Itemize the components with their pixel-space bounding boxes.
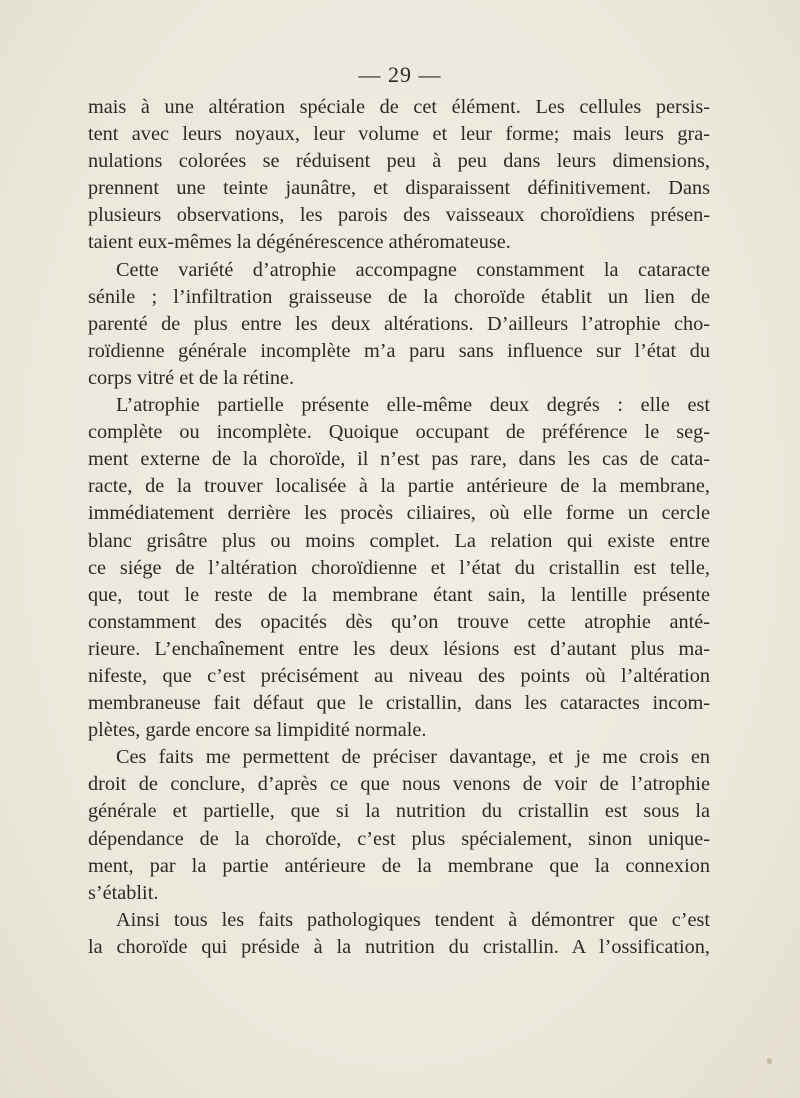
paragraph-1 [88,94,710,257]
text-line: s’établit. [88,881,159,904]
text-line: la choroïde qui préside à la nutrition du cristallin. A l’ossification, [88,935,710,958]
paper-speck [767,1058,772,1064]
text-line: dépendance de la choroïde, c’est plus spécialement, sinon unique- [88,827,710,850]
text-line: nulations colorées se réduisent peu à peu dans leurs dimensions, [88,150,710,173]
text-line: mais à une altération spéciale de cet élément. Les cellules persis- [88,96,710,118]
text-line: constamment des opacités dès qu’on trouve cette atrophie anté- [88,610,710,633]
paragraph-3 [88,392,710,744]
text-line: sénile ; l’infiltration graisseuse de la choroïde établit un lien de [88,285,710,308]
text-line: ment externe de la choroïde, il n’est pas rare, dans les cas de cata- [88,448,710,471]
text-line: blanc grisâtre plus ou moins complet. La relation qui existe entre [88,529,710,552]
body-text [88,94,710,961]
paragraph-5 [88,907,710,961]
text-line: racte, de la trouver localisée à la partie antérieure de la membrane, [88,475,710,498]
paragraph-2 [88,257,710,392]
text-line: Cette variété d’atrophie accompagne constamment la cataracte [116,258,710,281]
text-line: L’atrophie partielle présente elle-même deux degrés : elle est [116,394,710,417]
text-line: membraneuse fait défaut que le cristallin, dans les cataractes incom- [88,692,710,715]
text-line: droit de conclure, d’après ce que nous venons de voir de l’atrophie [88,773,710,796]
text-line: plètes, garde encore sa limpidité normale. [88,719,427,742]
text-line: générale et partielle, que si la nutrition du cristallin est sous la [88,800,710,823]
text-line: taient eux-mêmes la dégénérescence athéromateuse. [88,231,511,254]
text-line: que, tout le reste de la membrane étant sain, la lentille présente [88,583,710,606]
page-number: — 29 — [358,62,442,87]
text-line: ment, par la partie antérieure de la membrane que la connexion [88,854,710,877]
text-line: immédiatement derrière les procès ciliaires, où elle forme un cercle [88,502,710,525]
text-line: Ces faits me permettent de préciser davantage, et je me crois en [116,746,710,769]
paragraph-4 [88,744,710,907]
text-line: tent avec leurs noyaux, leur volume et leur forme; mais leurs gra- [88,123,710,146]
text-line: plusieurs observations, les parois des vaisseaux choroïdiens présen- [88,204,710,227]
text-line: nifeste, que c’est précisément au niveau des points où l’altération [88,664,710,687]
text-line: Ainsi tous les faits pathologiques tendent à démontrer que c’est [116,908,710,931]
text-line: roïdienne générale incomplète m’a paru sans influence sur l’état du [88,339,710,362]
text-line: rieure. L’enchaînement entre les deux lésions est d’autant plus ma- [88,637,710,660]
text-line: parenté de plus entre les deux altérations. D’ailleurs l’atrophie cho- [88,312,710,335]
text-line: ce siége de l’altération choroïdienne et l’état du cristallin est telle, [88,556,710,579]
text-line: corps vitré et de la rétine. [88,366,295,389]
text-line: complète ou incomplète. Quoique occupant de préférence le seg- [88,421,710,444]
text-line: prennent une teinte jaunâtre, et disparaissent définitivement. Dans [88,177,710,200]
